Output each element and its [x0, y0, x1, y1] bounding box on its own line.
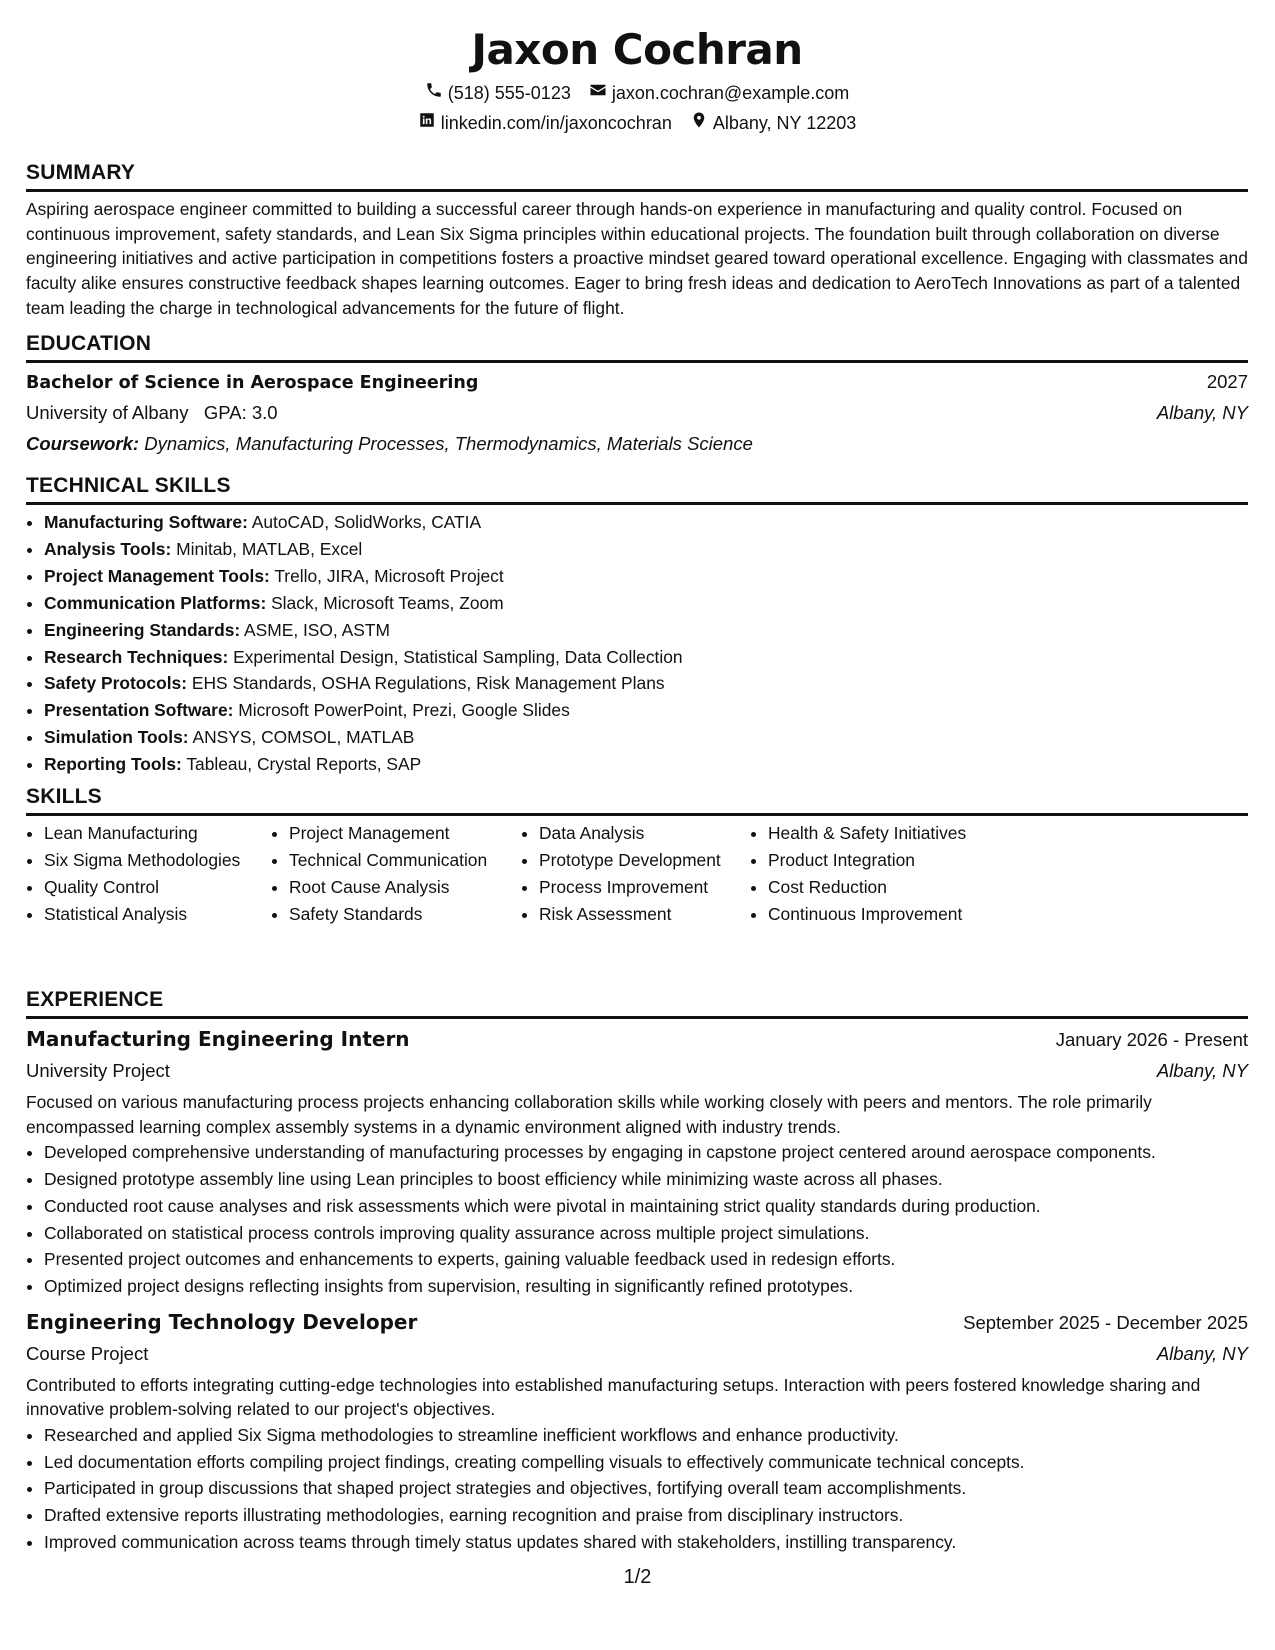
contact-line-2 [26, 108, 1248, 138]
list-item [44, 670, 1248, 697]
list-item: • Technical Communication [289, 847, 521, 874]
job-bullets [26, 1139, 1248, 1299]
school-info [26, 398, 278, 428]
linkedin-icon [418, 108, 436, 138]
job-bullets [26, 1422, 1248, 1556]
school-name: University of Albany [26, 402, 189, 423]
list-item: • Six Sigma Methodologies [44, 847, 271, 874]
job-org: Course Project [26, 1342, 149, 1364]
resume-header [26, 22, 1248, 138]
skill-values: Microsoft PowerPoint, Prezi, Google Slides [238, 700, 570, 721]
coursework-line [26, 428, 1248, 459]
list-item: • Root Cause Analysis [289, 874, 521, 901]
list-item [44, 617, 1248, 644]
job-dates: September 2025 - December 2025 [963, 1311, 1248, 1333]
list-item: • Product Integration [768, 847, 1028, 874]
technical-skills-heading: TECHNICAL SKILLS [26, 473, 1248, 505]
list-item: • Drafted extensive reports illustrating methodologies, earning recognition and praise from disciplinary instructors. [44, 1502, 1248, 1529]
list-item: • Developed comprehensive understanding of manufacturing processes by engaging in capstone project centered around aerospace components. [44, 1139, 1248, 1166]
location-contact [690, 108, 856, 138]
list-item: • Collaborated on statistical process controls improving quality assurance across multiple project simulations. [44, 1220, 1248, 1247]
skills-column-2 [271, 820, 521, 928]
summary-text: Aspiring aerospace engineer committed to building a successful career through hands-on experience in manufacturing and quality control. Focused on continuous improvement, safety standards, and Lean Six Sigma principles within educational projects. The foundation built through collaboration on diverse engineering initiatives and active participation in competitions fosters a proactive mindset geared toward operational excellence. Engaging with classmates and faculty alike ensures constructive feedback shapes learning outcomes. Eager to bring fresh ideas and dedication to AeroTech Innovations as part of a talented team leading the charge in technological advancements for the future of flight. [26, 199, 1248, 318]
skill-values: Minitab, MATLAB, Excel [176, 538, 363, 559]
list-item: • Continuous Improvement [768, 901, 1028, 928]
skill-values: ANSYS, COMSOL, MATLAB [192, 727, 415, 748]
list-item: • Researched and applied Six Sigma methodologies to streamline inefficient workflows and enhance productivity. [44, 1422, 1248, 1449]
phone-number: (518) 555-0123 [447, 83, 571, 103]
list-item [44, 697, 1248, 724]
list-item [44, 590, 1248, 617]
linkedin-url[interactable]: linkedin.com/in/jaxoncochran [440, 113, 672, 133]
phone-contact [425, 78, 571, 108]
gpa: GPA: 3.0 [203, 402, 278, 423]
job-title: Engineering Technology Developer [26, 1309, 418, 1334]
job-org: University Project [26, 1060, 170, 1081]
job-entry [26, 1306, 1248, 1556]
skills-section [26, 784, 1248, 928]
coursework-list: Dynamics, Manufacturing Processes, Thermodynamics, Materials Science [144, 433, 753, 454]
list-item: • Lean Manufacturing [44, 820, 271, 847]
skills-column-1 [26, 820, 271, 928]
education-degree-row [26, 367, 1248, 398]
skill-values: Slack, Microsoft Teams, Zoom [271, 592, 504, 613]
summary-heading: SUMMARY [26, 160, 1248, 192]
skill-values: AutoCAD, SolidWorks, CATIA [251, 512, 482, 532]
skills-heading: SKILLS [26, 784, 1248, 816]
list-item: • Project Management [289, 820, 521, 847]
email-contact[interactable] [589, 78, 849, 108]
phone-icon [425, 78, 443, 108]
job-dates: January 2026 - Present [1055, 1029, 1248, 1050]
list-item: • Health & Safety Initiatives [768, 820, 1028, 847]
list-item: • Data Analysis [539, 820, 750, 847]
contact-line-1 [26, 78, 1248, 108]
envelope-icon [589, 78, 607, 108]
job-title-row [26, 1023, 1248, 1056]
skill-category: Reporting Tools: [44, 754, 182, 775]
job-title: Manufacturing Engineering Intern [26, 1027, 410, 1051]
skills-column-3 [521, 820, 750, 928]
list-item: • Statistical Analysis [44, 901, 271, 928]
education-heading: EDUCATION [26, 331, 1248, 363]
list-item: • Risk Assessment [539, 901, 750, 928]
skill-values: Tableau, Crystal Reports, SAP [186, 754, 422, 775]
technical-skills-section [26, 473, 1248, 778]
email-address[interactable]: jaxon.cochran@example.com [611, 83, 850, 103]
job-entry [26, 1023, 1248, 1300]
list-item [44, 563, 1248, 590]
education-section [26, 331, 1248, 459]
school-location: Albany, NY [1156, 402, 1248, 423]
skill-category: Simulation Tools: [44, 727, 189, 748]
skill-values: EHS Standards, OSHA Regulations, Risk Management Plans [191, 673, 665, 694]
skill-values: Trello, JIRA, Microsoft Project [274, 565, 504, 586]
technical-skills-list [26, 509, 1248, 778]
candidate-name: Jaxon Cochran [471, 25, 803, 74]
list-item [44, 536, 1248, 563]
skill-category: Research Techniques: [44, 646, 229, 667]
resume-page [26, 0, 1248, 1552]
skill-category: Presentation Software: [44, 700, 234, 721]
list-item: • Cost Reduction [768, 874, 1028, 901]
list-item [44, 751, 1248, 778]
summary-section [26, 160, 1248, 321]
list-item: • Improved communication across teams through timely status updates shared with stakeholders, instilling transparency. [44, 1529, 1248, 1556]
location-text: Albany, NY 12203 [712, 113, 857, 133]
linkedin-contact[interactable] [418, 108, 672, 138]
skill-category: Manufacturing Software: [44, 512, 248, 532]
job-description: Contributed to efforts integrating cutting-edge technologies into established manufacturing setups. Interaction with peers fostered knowledge sharing and innovative problem-solving related to our project's objectives. [26, 1374, 1201, 1420]
job-description: Focused on various manufacturing process projects enhancing collaboration skills while working closely with peers and mentors. The role primarily encompassed learning complex assembly systems in a dynamic environment aligned with industry trends. [26, 1092, 1152, 1137]
page-number: 1/2 [623, 1566, 652, 1588]
skill-values: ASME, ISO, ASTM [244, 619, 390, 640]
skill-category: Safety Protocols: [44, 673, 188, 694]
skills-grid [26, 820, 1248, 928]
job-location: Albany, NY [1156, 1342, 1248, 1364]
skill-category: Communication Platforms: [44, 592, 267, 613]
list-item [44, 644, 1248, 671]
skill-values: Experimental Design, Statistical Sampling, Data Collection [233, 646, 683, 667]
map-pin-icon [690, 108, 708, 138]
experience-heading: EXPERIENCE [26, 987, 1248, 1019]
list-item [44, 509, 1248, 536]
skill-category: Project Management Tools: [44, 565, 270, 586]
coursework-label: Coursework: [26, 433, 140, 454]
list-item: • Conducted root cause analyses and risk assessments which were pivotal in maintaining strict quality standards during production. [44, 1193, 1248, 1220]
graduation-year: 2027 [1206, 371, 1248, 392]
job-location: Albany, NY [1156, 1060, 1248, 1081]
list-item: • Led documentation efforts compiling project findings, creating compelling visuals to effectively communicate technical concepts. [44, 1449, 1248, 1476]
education-school-row [26, 398, 1248, 428]
list-item: • Process Improvement [539, 874, 750, 901]
skill-category: Engineering Standards: [44, 619, 241, 640]
skills-column-4 [750, 820, 1028, 928]
list-item: • Presented project outcomes and enhancements to experts, gaining valuable feedback used in redesign efforts. [44, 1246, 1248, 1273]
list-item: • Participated in group discussions that shaped project strategies and objectives, fortifying overall team accomplishments. [44, 1475, 1248, 1502]
job-org-row [26, 1056, 1248, 1086]
list-item: • Quality Control [44, 874, 271, 901]
job-org-row [26, 1339, 1248, 1369]
list-item: • Safety Standards [289, 901, 521, 928]
job-title-row [26, 1306, 1248, 1339]
list-item: • Prototype Development [539, 847, 750, 874]
experience-section [26, 987, 1248, 1556]
list-item: • Optimized project designs reflecting insights from supervision, resulting in significantly refined prototypes. [44, 1273, 1248, 1300]
skill-category: Analysis Tools: [44, 538, 172, 559]
list-item: • Designed prototype assembly line using Lean principles to boost efficiency while minimizing waste across all phases. [44, 1166, 1248, 1193]
list-item [44, 724, 1248, 751]
degree-title: Bachelor of Science in Aerospace Engineering [26, 373, 479, 393]
